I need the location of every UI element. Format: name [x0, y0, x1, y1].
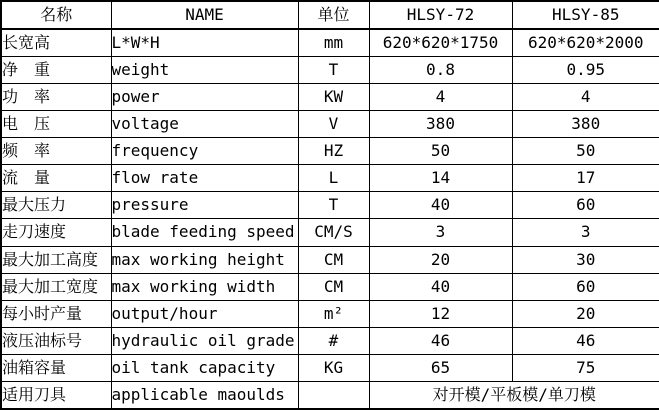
row-value-hlsy85: 30 — [512, 246, 659, 273]
header-unit: 单位 — [298, 1, 369, 29]
row-value-hlsy72: 0.8 — [369, 57, 512, 84]
row-label-cn: 液压油标号 — [1, 327, 111, 354]
row-power — [1, 84, 659, 111]
row-unit: T — [298, 192, 369, 219]
row-label-en: power — [111, 84, 298, 111]
row-oil-tank-capacity — [1, 354, 659, 381]
row-value-hlsy85: 46 — [512, 327, 659, 354]
row-frequency — [1, 138, 659, 165]
row-label-en: frequency — [111, 138, 298, 165]
row-value-hlsy72: 620*620*1750 — [369, 29, 512, 57]
header-model-hlsy85: HLSY-85 — [512, 1, 659, 29]
row-value-hlsy85: 20 — [512, 300, 659, 327]
row-label-en: applicable maoulds — [111, 381, 298, 409]
header-model-hlsy72: HLSY-72 — [369, 1, 512, 29]
row-value-hlsy72: 40 — [369, 192, 512, 219]
row-hydraulic-oil-grade — [1, 327, 659, 354]
row-value-hlsy72: 50 — [369, 138, 512, 165]
row-label-en: oil tank capacity — [111, 354, 298, 381]
row-unit: CM/S — [298, 219, 369, 246]
row-value-hlsy85: 60 — [512, 192, 659, 219]
row-label-en: output/hour — [111, 300, 298, 327]
row-value-hlsy72: 65 — [369, 354, 512, 381]
row-value-hlsy85: 380 — [512, 111, 659, 138]
row-label-cn: 最大加工高度 — [1, 246, 111, 273]
row-label-en: flow rate — [111, 165, 298, 192]
row-label-en: max working width — [111, 273, 298, 300]
row-unit: KW — [298, 84, 369, 111]
row-label-en: pressure — [111, 192, 298, 219]
row-label-cn: 适用刀具 — [1, 381, 111, 409]
row-unit — [298, 381, 369, 409]
row-applicable-moulds — [1, 381, 659, 409]
row-label-cn: 净 重 — [1, 57, 111, 84]
row-value-hlsy85: 620*620*2000 — [512, 29, 659, 57]
row-unit: # — [298, 327, 369, 354]
row-label-cn: 最大加工宽度 — [1, 273, 111, 300]
row-unit: CM — [298, 273, 369, 300]
row-max-working-width — [1, 273, 659, 300]
row-value-hlsy72: 3 — [369, 219, 512, 246]
row-voltage — [1, 111, 659, 138]
row-label-cn: 长宽高 — [1, 29, 111, 57]
row-value-hlsy85: 17 — [512, 165, 659, 192]
row-value-hlsy85: 50 — [512, 138, 659, 165]
row-value-hlsy85: 0.95 — [512, 57, 659, 84]
row-label-cn: 流 量 — [1, 165, 111, 192]
row-blade-feeding-speed — [1, 219, 659, 246]
row-value-hlsy72: 40 — [369, 273, 512, 300]
header-name-cn: 名称 — [1, 1, 111, 29]
row-label-en: L*W*H — [111, 29, 298, 57]
row-label-cn: 电 压 — [1, 111, 111, 138]
row-label-cn: 功 率 — [1, 84, 111, 111]
row-label-cn: 最大压力 — [1, 192, 111, 219]
row-value-hlsy72: 4 — [369, 84, 512, 111]
row-label-cn: 走刀速度 — [1, 219, 111, 246]
row-unit: m² — [298, 300, 369, 327]
row-value-hlsy85: 75 — [512, 354, 659, 381]
row-value-hlsy72: 20 — [369, 246, 512, 273]
row-max-working-height — [1, 246, 659, 273]
row-weight — [1, 57, 659, 84]
row-value-hlsy85: 60 — [512, 273, 659, 300]
row-label-cn: 频 率 — [1, 138, 111, 165]
row-label-en: weight — [111, 57, 298, 84]
row-label-en: blade feeding speed — [111, 219, 298, 246]
row-label-en: max working height — [111, 246, 298, 273]
row-unit: L — [298, 165, 369, 192]
row-value-hlsy72: 14 — [369, 165, 512, 192]
header-name-en: NAME — [111, 1, 298, 29]
row-value-hlsy72: 46 — [369, 327, 512, 354]
row-value-merged: 对开模/平板模/单刀模 — [369, 381, 659, 409]
row-label-en: voltage — [111, 111, 298, 138]
row-label-cn: 油箱容量 — [1, 354, 111, 381]
row-unit: HZ — [298, 138, 369, 165]
row-pressure — [1, 192, 659, 219]
row-unit: T — [298, 57, 369, 84]
row-unit: mm — [298, 29, 369, 57]
row-unit: KG — [298, 354, 369, 381]
row-value-hlsy72: 380 — [369, 111, 512, 138]
row-label-cn: 每小时产量 — [1, 300, 111, 327]
row-dimensions — [1, 29, 659, 57]
row-value-hlsy85: 3 — [512, 219, 659, 246]
row-unit: V — [298, 111, 369, 138]
header-row — [1, 1, 659, 29]
row-value-hlsy72: 12 — [369, 300, 512, 327]
row-flow-rate — [1, 165, 659, 192]
row-value-hlsy85: 4 — [512, 84, 659, 111]
row-unit: CM — [298, 246, 369, 273]
row-label-en: hydraulic oil grade — [111, 327, 298, 354]
row-output-per-hour — [1, 300, 659, 327]
